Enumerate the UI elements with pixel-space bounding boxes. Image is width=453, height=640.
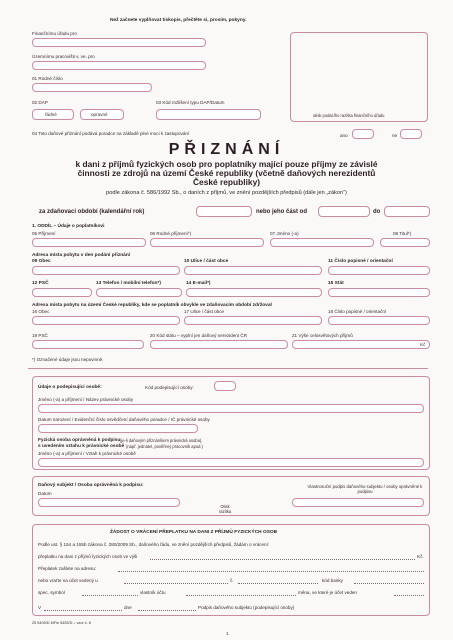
address-other-title: Adresa místa pobytu na území České republiky, kde se poplatník obvykle ve zdaňovacím období zdržoval (32, 303, 272, 308)
signature-title: Daňový subjekt / Osoba oprávněná k podpisu: (38, 483, 144, 488)
dap-option-radne-label: řádné (45, 112, 57, 117)
dap-code-label: 03 Kód rozlišení typu DAP/Datum (156, 100, 225, 105)
birth-number-field[interactable] (32, 83, 152, 92)
refund-line2-suffix: Kč. (417, 554, 424, 559)
refund-owner-blank[interactable] (186, 595, 296, 596)
house-number2-field[interactable] (328, 316, 430, 325)
email-field[interactable] (186, 288, 322, 297)
refund-bank-blank[interactable] (124, 583, 228, 584)
refund-line6-b: dne (124, 605, 132, 610)
period-prefix: za zdaňovací období (kalendářní rok) (39, 209, 145, 215)
tax-advisor-no-box[interactable] (400, 129, 422, 139)
birth-surname-field[interactable] (150, 238, 264, 247)
period-mid: nebo jeho část od (256, 209, 308, 215)
street2-field[interactable] (184, 316, 322, 325)
refund-spec-symbol-blank[interactable] (82, 595, 138, 596)
refund-line6-a: V (38, 605, 42, 610)
separator-1 (28, 368, 428, 369)
main-title: PŘIZNÁNÍ (168, 141, 285, 158)
optional-footnote: *) Označené údaje jsou nepovinné. (32, 357, 104, 362)
signature-stamp-label: Otisk razítka (218, 504, 232, 515)
refund-line4-a: nebo vraťte na účet vedený u (38, 578, 98, 583)
header-note: Než začnete vyplňovat tiskopis, přečtěte si, prosím, pokyny. (110, 18, 247, 23)
field-label-14: 14 E-mail*) (186, 281, 211, 286)
signer-vztah-field[interactable] (38, 458, 424, 467)
dap-label: 02 DAP (32, 100, 48, 105)
tax-advisor-no-label: ne (392, 133, 398, 138)
field-label-10: 10 Ulice / část obce (184, 259, 229, 264)
field-label-18: 18 Číslo popisné / orientační (328, 309, 387, 314)
zip-field[interactable] (32, 288, 92, 297)
period-to: do (373, 209, 381, 215)
state-code-field[interactable] (150, 340, 288, 349)
signer-birth-field[interactable] (38, 424, 198, 433)
field-label-20: 20 Kód státu – vyplní jen daňový nerezident ČR (150, 333, 248, 338)
refund-address-blank[interactable] (118, 571, 424, 572)
tax-advisor-yes-box[interactable] (352, 129, 374, 139)
stamp-box (290, 32, 428, 122)
signature-sign-label: Vlastnoruční podpis daňového subjektu / osoby oprávněné k podpisu (307, 484, 423, 495)
signer-pravnicka-line2: s uvedením vztahu k právnické osobě (38, 444, 125, 449)
refund-title: ŽÁDOST O VRÁCENÍ PŘEPLATKU NA DANI Z PŘÍJMŮ FYZICKÝCH OSOB (110, 530, 278, 535)
office-field[interactable] (32, 38, 206, 47)
country-field[interactable] (328, 288, 430, 297)
signer-code-label: Kód podepisující osoby: (145, 385, 194, 390)
currency-label: Kč (420, 342, 426, 347)
refund-line3: Přeplatek zašlete na adresu: (38, 566, 97, 571)
period-from-field[interactable] (318, 206, 370, 217)
house-number-field[interactable] (328, 266, 430, 275)
period-year-field[interactable] (196, 206, 252, 217)
page-number: 1 (226, 631, 229, 636)
office-sub-field[interactable] (32, 61, 206, 70)
field-label-12: 12 PSČ (32, 281, 49, 286)
field-label-21: 21 Výše celosvětových příjmů (292, 333, 353, 338)
field-label-05: 05 Příjmení (32, 231, 56, 236)
field-label-13: 13 Telefon / mobilní telefon*) (96, 281, 161, 286)
stamp-box-label: otisk podacího razítka finančního úřadu (313, 113, 385, 118)
dap-code-field[interactable] (156, 109, 261, 120)
main-title-line3: České republiky) (192, 177, 261, 187)
refund-line6-c: Podpis daňového subjektu (podepisující osoby) (198, 605, 295, 610)
office-sub-label: Územnímu pracovišti v, ve, pro (32, 54, 95, 59)
phone-field[interactable] (96, 288, 182, 297)
address-cz-title: Adresa místa pobytu v den podání přiznání (32, 253, 131, 258)
form-code: 25 5405/D MFin 5405/D – vzor č. 6 (32, 621, 91, 625)
section1-title: 1. ODDÍL – Údaje o poplatníkovi (32, 224, 105, 229)
refund-bank-code-blank[interactable] (354, 583, 424, 584)
field-label-19: 19 PSČ (32, 333, 48, 338)
tax-advisor-yes-label: ano (340, 133, 348, 138)
field-label-08: 08 Titul*) (393, 231, 412, 236)
refund-date-blank[interactable] (138, 610, 196, 611)
period-to-field[interactable] (384, 206, 430, 217)
field-label-11: 11 Číslo popisné / orientační (328, 259, 393, 264)
signer-title: Údaje o podepisující osobě: (38, 385, 102, 390)
signature-date-field[interactable] (38, 498, 180, 507)
field-label-07: 07 Jméno (-a) (270, 231, 299, 236)
refund-line5-b: vlastník účtu (140, 590, 166, 595)
title-field[interactable] (380, 238, 430, 247)
signature-date-label: Datum (38, 491, 52, 496)
main-title-line1: k dani z příjmů fyzických osob pro poplatníky mající pouze příjmy ze závislé (75, 159, 378, 169)
worldwide-income-field[interactable] (292, 340, 430, 349)
refund-account-blank[interactable] (238, 583, 318, 584)
street-field[interactable] (184, 266, 322, 275)
birth-number-label: 01 Rodné číslo (32, 76, 63, 81)
refund-line1: Podle ust. § 154 a 155b zákona č. 280/2009 Sb., daňového řádu, ve znění pozdějších předpisů, žádám o vrácení: (38, 542, 270, 547)
field-label-09: 09 Obec (32, 259, 51, 264)
surname-field[interactable] (32, 238, 146, 247)
city-field[interactable] (32, 266, 180, 275)
signer-pravnicka-line1-note: (je-li daňovým přiznáníkem právnická osoba), (120, 438, 203, 443)
field-label-06: 06 Rodné příjmení*) (150, 231, 192, 236)
refund-line4-c: kód banky (322, 578, 343, 583)
city2-field[interactable] (32, 316, 180, 325)
field-label-17: 17 Ulice / část obce (184, 309, 225, 314)
dap-option-opravne-label: opravné (91, 112, 108, 117)
office-label: Finančnímu úřadu pro (32, 31, 77, 36)
first-name-field[interactable] (270, 238, 374, 247)
refund-amount-blank[interactable] (150, 559, 415, 560)
refund-currency-blank[interactable] (394, 595, 424, 596)
signer-birth-label: Datum narození / Evidenční číslo osvědčení daňového poradce / IČ právnické osoby (38, 417, 210, 422)
main-title-line2: činnosti ze zdrojů na území České republiky (včetně daňových nerezidentů (77, 168, 376, 178)
signer-name-field[interactable] (38, 404, 424, 413)
refund-place-blank[interactable] (44, 610, 122, 611)
signer-pravnicka-line1: Fyzická osoba oprávněná k podpisu (38, 438, 121, 443)
law-reference: podle zákona č. 586/1992 Sb., o daních z příjmů, ve znění pozdějších předpisů (dále jen „zákon“) (106, 190, 347, 196)
field-label-15: 15 Stát (328, 281, 344, 286)
refund-line5-a: spec. symbol (38, 590, 65, 595)
refund-line4-b: č. (230, 578, 234, 583)
signer-name-label: Jméno (-a) a příjmení / Název právnické osoby (38, 397, 134, 402)
refund-line2: přeplatku na dani z příjmů fyzických osob ve výši (38, 554, 138, 559)
field-label-16: 16 Obec (32, 309, 50, 314)
tax-advisor-label: 04 Toto daňové přiznání podává poradce na základě plné moci k zastupování (32, 131, 190, 136)
signature-field[interactable] (292, 498, 424, 507)
refund-line5-c: měna, ve které je účet veden (298, 590, 357, 595)
signer-vztah-label: Jméno (-a) a příjmení / Vztah k právnické osobě (38, 451, 136, 456)
zip2-field[interactable] (32, 340, 144, 349)
signer-pravnicka-line2-note: (např. jednatel, pověřený pracovník apod.) (126, 444, 203, 449)
signer-code-field[interactable] (214, 381, 236, 391)
